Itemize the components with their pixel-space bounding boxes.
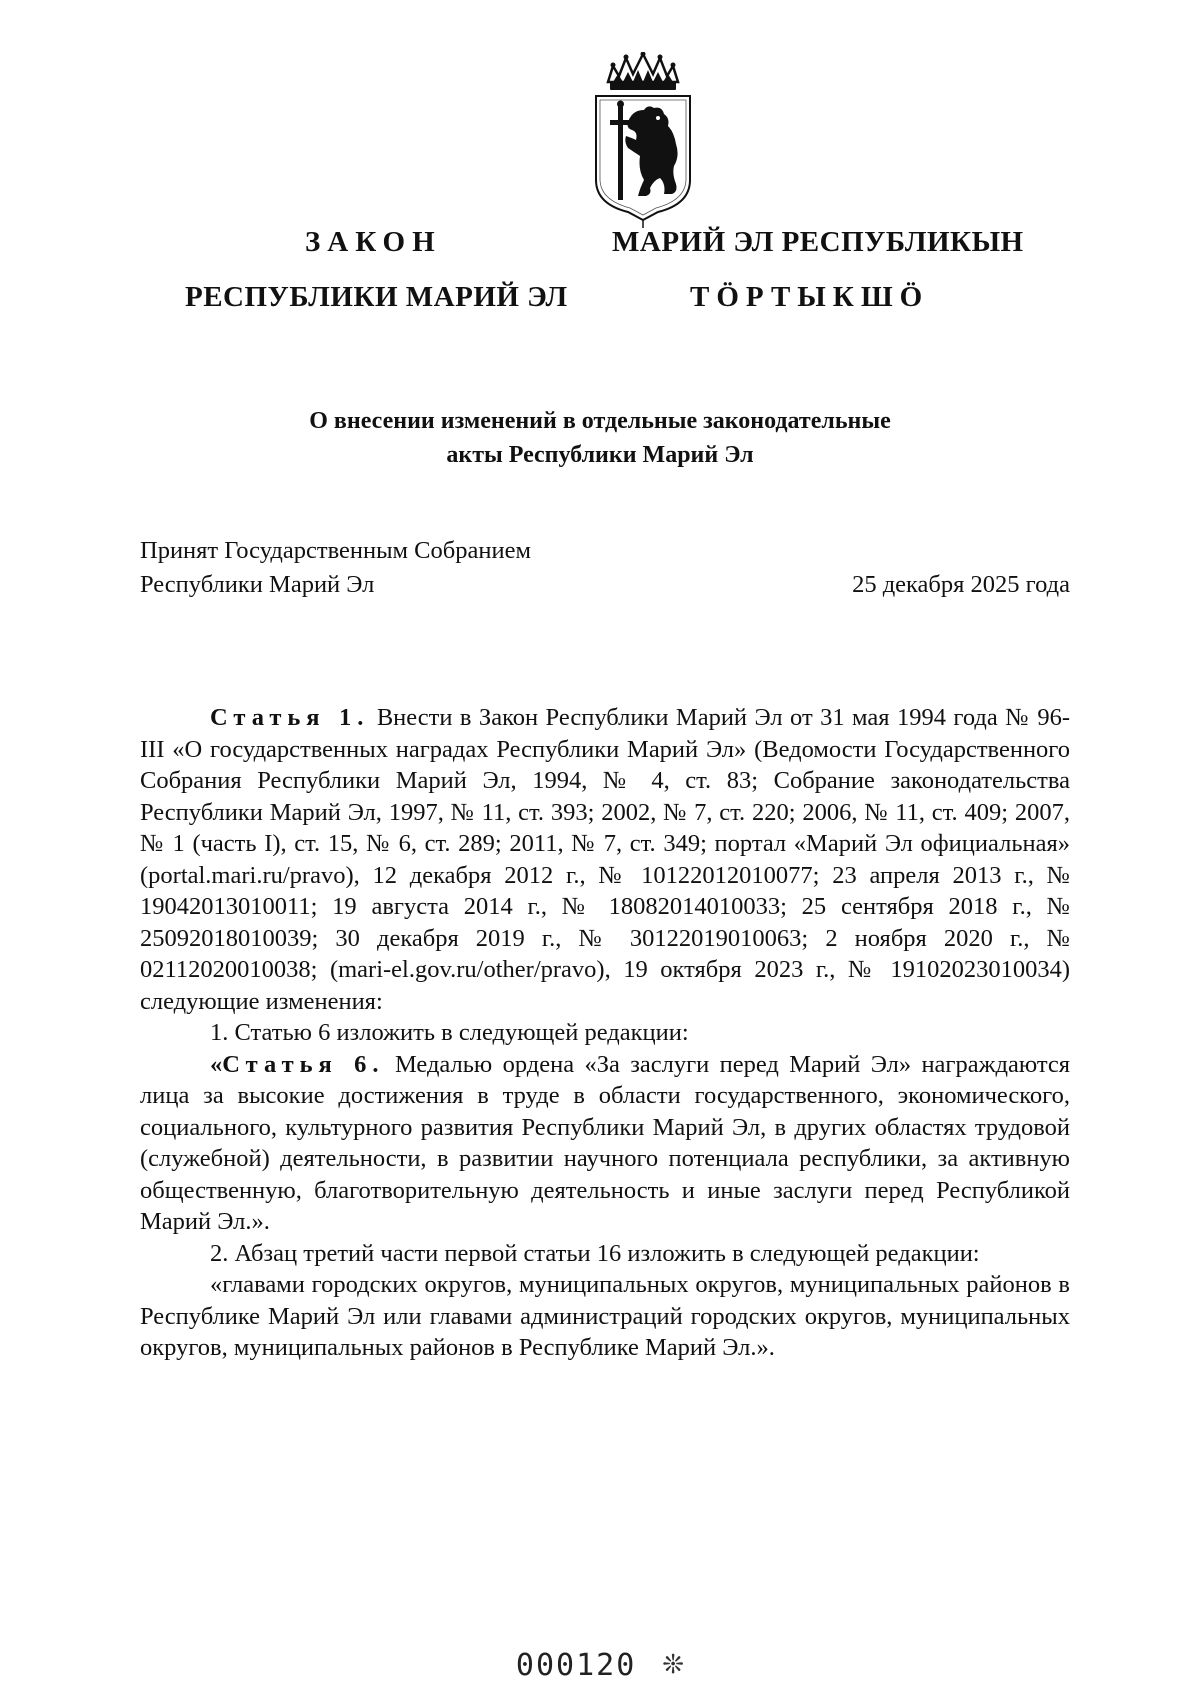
asterisk-mark-icon: ❊ <box>662 1650 685 1680</box>
law-title <box>200 404 1000 472</box>
article-6-text: Медалью ордена «За заслуги перед Марий Эл» награждаются лица за высокие достижения в труде в области государственного, экономического, социального, культурного развития Республики Марий Эл, в других областях трудовой (служебной) деятельности, в развитии научного потенциала республики, за активную общественную, благотворительную деятельность и иные заслуги перед Республикой Марий Эл.». <box>140 1050 1071 1235</box>
law-title-line1: О внесении изменений в отдельные законодательные <box>309 408 891 434</box>
adoption-date: 25 декабря 2025 года <box>852 571 1070 598</box>
law-body <box>140 702 1070 1364</box>
adoption-line1: Принят Государственным Собранием <box>140 537 531 564</box>
coat-of-arms-emblem <box>588 52 698 230</box>
article-6-label: Статья 6. <box>222 1050 385 1078</box>
page-footer <box>0 1648 1200 1683</box>
article-1-text: Внести в Закон Республики Марий Эл от 31 мая 1994 года № 96-III «О государственных наградах Республики Марий Эл» (Ведомости Государственного Собрания Республики Марий Эл, 1994, № 4, ст. 83; Собрание законодательства Республики Марий Эл, 1997, № 11, ст. 393; 2002, № 7, ст. 220; 2006, № 11, ст. 409; 2007, № 1 (часть I), ст. 15, № 6, ст. 289; 2011, № 7, ст. 349; портал «Марий Эл официальная» (portal.mari.ru/pravo), 12 декабря 2012 г., № 10122012010077; 23 апреля 2013 г., № 19042013010011; 19 августа 2014 г., № 18082014010033; 25 сентября 2018 г., № 25092018010039; 30 декабря 2019 г., № 30122019010063; 2 ноября 2020 г., № 02112020010038; (mari-el.gov.ru/other/pravo), 19 октября 2023 г., № 19102023010034) следующие изменения: <box>140 704 1070 1015</box>
article-1-paragraph <box>140 702 1070 1017</box>
item-1-paragraph: 1. Статью 6 изложить в следующей редакции: <box>210 1019 689 1046</box>
header-subtitle-ru: РЕСПУБЛИКИ МАРИЙ ЭЛ <box>185 281 568 313</box>
document-number: 000120 <box>515 1648 637 1683</box>
header-title-mhr: МАРИЙ ЭЛ РЕСПУБЛИКЫН <box>612 226 1024 258</box>
article-6-paragraph <box>140 1049 1070 1238</box>
adoption-statement <box>140 534 531 602</box>
article-6-open-quote: « <box>210 1050 223 1078</box>
header-subtitle-mhr: ТӦРТЫКШӦ <box>690 281 930 313</box>
article-1-label: Статья 1. <box>210 704 370 731</box>
header-title-ru: ЗАКОН <box>305 226 442 258</box>
law-title-line2: акты Республики Марий Эл <box>446 442 754 468</box>
adoption-line2: Республики Марий Эл <box>140 571 375 598</box>
item-2-paragraph: 2. Абзац третий части первой статьи 16 изложить в следующей редакции: <box>210 1239 980 1267</box>
quoted-paragraph: «главами городских округов, муниципальных округов, муниципальных районов в Республике Марий Эл или главами администраций городских округов, муниципальных округов, муниципальных районов в Республике Марий Эл.». <box>140 1271 1070 1361</box>
